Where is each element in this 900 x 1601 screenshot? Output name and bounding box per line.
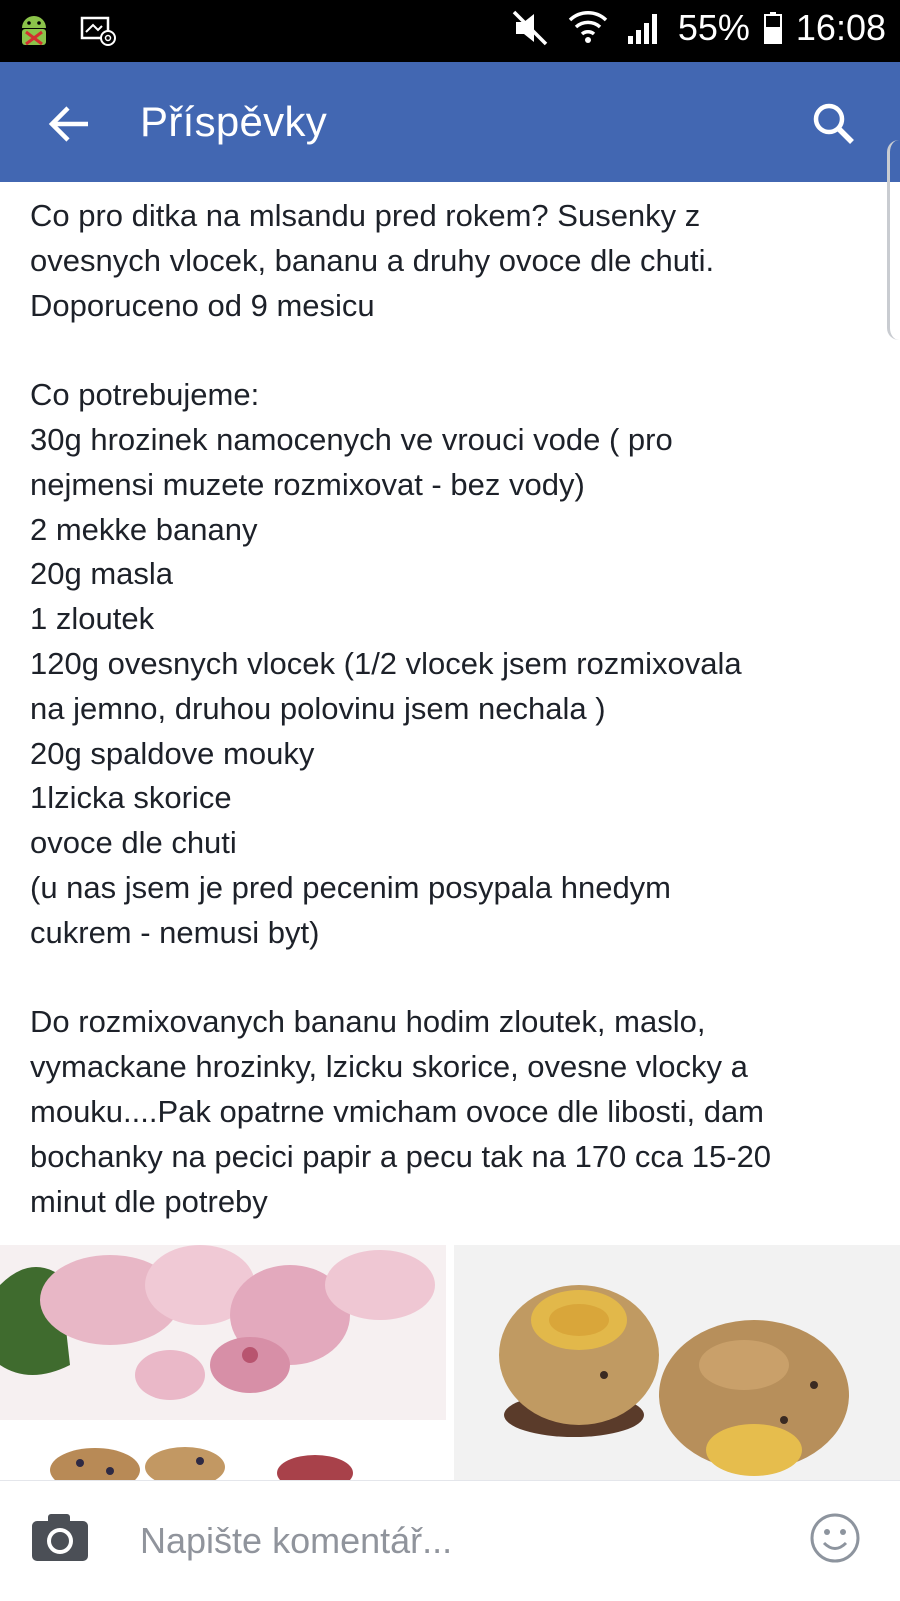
post-photo-left[interactable]: [0, 1245, 446, 1480]
arrow-left-icon: [44, 98, 96, 150]
battery-percent: 55%: [677, 7, 750, 48]
smiley-icon: [808, 1511, 862, 1565]
battery-icon: [764, 12, 782, 44]
screenshot-mail-icon: [78, 10, 118, 50]
scroll-edge: [887, 140, 900, 340]
android-debug-icon: [14, 10, 54, 50]
back-button[interactable]: [44, 98, 96, 150]
search-icon: [808, 98, 860, 150]
wifi-icon: [566, 6, 610, 50]
status-bar: [0, 0, 900, 62]
signal-icon: [624, 8, 664, 48]
banana-cookies-image: [454, 1245, 900, 1480]
post-photo-right[interactable]: [454, 1245, 900, 1480]
app-bar: [0, 62, 900, 182]
emoji-button[interactable]: [808, 1511, 862, 1565]
post-text: Co pro ditka na mlsandu pred rokem? Susenky z ovesnych vlocek, bananu a druhy ovoce dle chuti. Doporuceno od 9 mesicu Co potrebujeme: 30g hrozinek namocenych ve vrouci vode ( pro nejmensi muzete rozmixovat - bez vody) 2 mekke banany 20g masla 1 zloutek 120g ovesnych vlocek (1/2 vlocek jsem rozmixovala na jemno, druhou polovinu jsem nechala ) 20g spaldove mouky 1lzicka skorice ovoce dle chuti (u nas jsem je pred pecenim posypala hnedym cukrem - nemusi byt) Do rozmixovanych bananu hodim zloutek, maslo, vymackane hrozinky, lzicku skorice, ovesne vlocky a mouku....Pak opatrne vmicham ovoce dle libosti, dam bochanky na pecici papir a pecu tak na 170 cca 15-20 minut dle potreby: [30, 198, 772, 1219]
cookies-with-orchid-image: [0, 1245, 446, 1480]
mute-icon: [508, 6, 552, 50]
camera-button[interactable]: [28, 1509, 92, 1567]
search-button[interactable]: [808, 98, 860, 150]
comment-bar: [0, 1480, 900, 1601]
camera-icon: [28, 1509, 92, 1567]
clock: 16:08: [795, 7, 886, 48]
comment-input[interactable]: [140, 1511, 760, 1571]
page-title: Příspěvky: [140, 98, 328, 145]
